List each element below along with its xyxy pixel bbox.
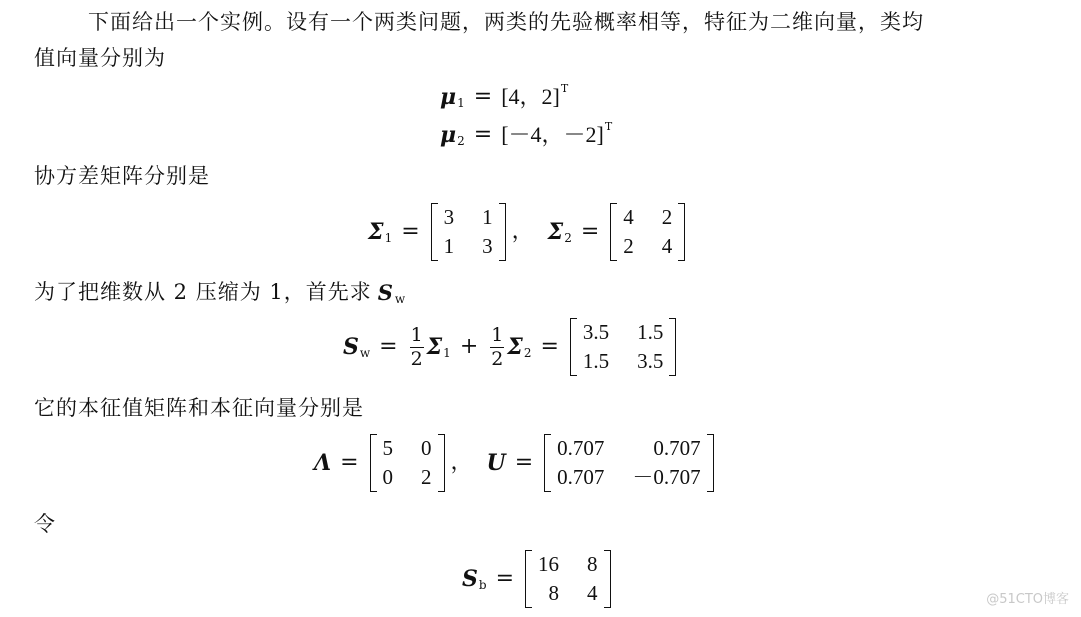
mu1-vector: [4，2] — [501, 84, 560, 109]
right-bracket — [678, 203, 685, 261]
equals-sign: = — [473, 122, 493, 147]
numerator: 1 — [491, 323, 504, 346]
comma: ， — [450, 450, 473, 475]
matrix-cell: 0 — [421, 436, 432, 460]
subscript: 2 — [457, 134, 465, 148]
sigma-symbol: Σ — [547, 219, 564, 245]
subscript: 1 — [443, 346, 451, 360]
denominator: 2 — [491, 347, 504, 370]
left-bracket — [370, 434, 377, 492]
right-bracket — [707, 434, 714, 492]
mu2-equation — [440, 119, 613, 148]
left-bracket — [431, 203, 438, 261]
u-symbol: U — [486, 450, 506, 476]
equals-sign: = — [379, 334, 398, 359]
matrix-cell: 0.707 — [557, 436, 605, 460]
s-symbol: S — [343, 334, 359, 360]
equals-sign: = — [540, 334, 559, 359]
sigma-symbol: Σ — [368, 219, 384, 245]
matrix-cell: 0 — [382, 465, 394, 489]
equals-sign: = — [580, 219, 600, 244]
eigen-intro: 它的本征值矩阵和本征向量分别是 — [34, 396, 364, 420]
matrix-cell: 2 — [421, 465, 432, 489]
transpose-mark: T — [560, 81, 569, 95]
fraction-half — [490, 323, 504, 370]
sw-matrix — [570, 318, 677, 376]
matrix-cell: 0.707 — [653, 436, 701, 460]
right-bracket — [669, 318, 676, 376]
u-matrix — [544, 434, 714, 492]
covariance-equations — [368, 203, 687, 261]
fraction-half — [410, 323, 424, 370]
matrix-cell: 8 — [548, 581, 560, 605]
matrix-cell: 16 — [538, 552, 560, 576]
plus-sign: + — [459, 334, 479, 359]
matrix-cells — [551, 434, 707, 492]
matrix-cell: 4 — [587, 581, 598, 605]
matrix-cell: 3.5 — [582, 320, 610, 344]
intro-line-2: 值向量分别为 — [34, 46, 166, 70]
equals-sign: = — [473, 84, 493, 109]
subscript: 1 — [384, 231, 393, 245]
subscript: b — [478, 578, 487, 592]
mu-symbol: μ — [440, 122, 457, 148]
subscript: 2 — [564, 231, 572, 245]
numerator: 1 — [410, 323, 423, 346]
matrix-cells — [377, 434, 438, 492]
right-bracket — [499, 203, 506, 261]
matrix-cells — [532, 550, 604, 608]
sw-equation — [343, 318, 678, 376]
matrix-cell: 2 — [623, 234, 634, 258]
matrix-cells — [438, 203, 499, 261]
watermark: @51CTO博客 — [986, 592, 1069, 607]
comma: ， — [511, 219, 534, 244]
right-bracket — [604, 550, 611, 608]
covariance-intro: 协方差矩阵分别是 — [34, 164, 210, 188]
eigen-equations — [314, 434, 716, 492]
matrix-cell: 3 — [482, 234, 493, 258]
reduce-line — [34, 280, 407, 306]
equals-sign: = — [401, 219, 420, 244]
matrix-cell: 4 — [661, 234, 673, 258]
matrix-cell: 1 — [482, 205, 493, 229]
matrix-cell: 3.5 — [637, 349, 664, 373]
left-bracket — [544, 434, 551, 492]
transpose-mark: T — [604, 119, 613, 133]
sigma2-matrix — [610, 203, 685, 261]
matrix-cell: 1.5 — [582, 349, 610, 373]
s-symbol: S — [377, 280, 394, 305]
reduce-text: 为了把维数从 2 压缩为 1，首先求 — [34, 280, 372, 304]
intro-line-1: 下面给出一个实例。设有一个两类问题，两类的先验概率相等，特征为二维向量，类均 — [88, 10, 924, 34]
sigma-symbol: Σ — [507, 334, 523, 360]
subscript: 2 — [523, 346, 532, 360]
right-bracket — [438, 434, 445, 492]
sb-equation — [462, 550, 613, 608]
subscript: w — [394, 291, 407, 306]
matrix-cell: －0.707 — [632, 465, 701, 489]
s-symbol: S — [462, 566, 478, 592]
lambda-matrix — [370, 434, 445, 492]
let-text: 令 — [34, 512, 56, 536]
denominator: 2 — [410, 347, 423, 370]
equals-sign: = — [340, 450, 359, 475]
matrix-cell: 1 — [443, 234, 455, 258]
matrix-cell: 8 — [587, 552, 598, 576]
mu2-vector: [－4，－2] — [501, 122, 604, 147]
matrix-cell: 0.707 — [557, 465, 605, 489]
mu1-equation — [440, 81, 569, 110]
left-bracket — [610, 203, 617, 261]
matrix-cell: 2 — [661, 205, 673, 229]
equals-sign: = — [514, 450, 534, 475]
matrix-cells — [617, 203, 678, 261]
matrix-cell: 5 — [382, 436, 394, 460]
matrix-cells — [577, 318, 670, 376]
subscript: w — [359, 346, 371, 360]
sigma-symbol: Σ — [426, 334, 443, 360]
sigma1-matrix — [431, 203, 506, 261]
matrix-cell: 1.5 — [637, 320, 664, 344]
sb-matrix — [525, 550, 611, 608]
lambda-symbol: Λ — [314, 450, 332, 476]
left-bracket — [525, 550, 532, 608]
matrix-cell: 4 — [623, 205, 634, 229]
equals-sign: = — [495, 566, 515, 591]
mu-symbol: μ — [440, 84, 457, 110]
subscript: 1 — [457, 96, 465, 110]
matrix-cell: 3 — [443, 205, 455, 229]
left-bracket — [570, 318, 577, 376]
